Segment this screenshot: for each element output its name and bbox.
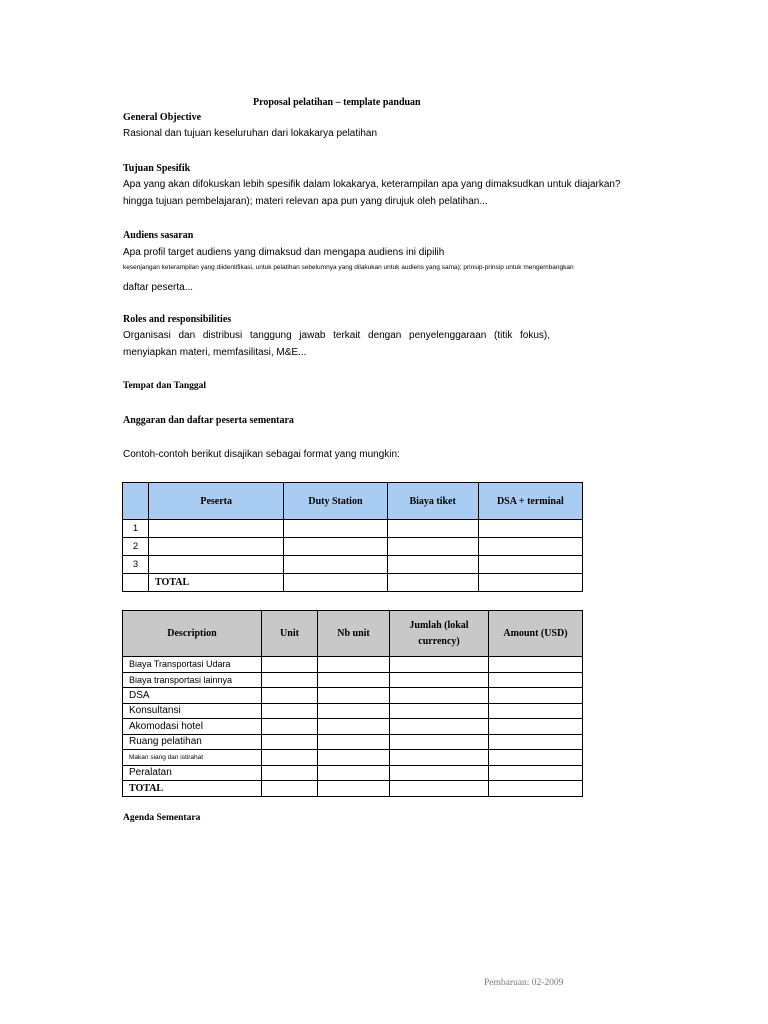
- table-cell[interactable]: [284, 556, 387, 574]
- heading-agenda-sementara: Agenda Sementara: [123, 813, 201, 823]
- heading-general-objective: General Objective: [123, 112, 202, 123]
- footer-revision: Pembaruan: 02-2009: [484, 978, 564, 988]
- budget-item-label: Biaya transportasi lainnya: [123, 672, 262, 688]
- table-cell[interactable]: [262, 703, 318, 719]
- table-cell[interactable]: [318, 750, 390, 766]
- total-label: TOTAL: [149, 574, 284, 592]
- table-row: [123, 556, 583, 574]
- tujuan-text-line1: Apa yang akan difokuskan lebih spesifik dalam lokakarya, keterampilan apa yang dimaksudkan untuk diajarkan?: [123, 179, 621, 190]
- table-cell[interactable]: [489, 750, 583, 766]
- table-cell[interactable]: [318, 734, 390, 750]
- table-row: [123, 765, 583, 781]
- table-cell[interactable]: [318, 765, 390, 781]
- budget-header-description: Description: [123, 611, 262, 657]
- table-row: [123, 672, 583, 688]
- table-cell[interactable]: [489, 781, 583, 797]
- table-cell[interactable]: [489, 734, 583, 750]
- table-cell[interactable]: [478, 520, 582, 538]
- table-cell[interactable]: [489, 719, 583, 735]
- table-cell[interactable]: [387, 538, 478, 556]
- table-cell[interactable]: [390, 750, 489, 766]
- budget-item-label: Makan siang dan istirahat: [123, 750, 262, 766]
- heading-anggaran: Anggaran dan daftar peserta sementara: [123, 415, 294, 426]
- table-cell[interactable]: [387, 556, 478, 574]
- table-cell[interactable]: [387, 574, 478, 592]
- budget-header-jumlah: Jumlah (lokal currency): [390, 611, 489, 657]
- table-cell[interactable]: [390, 688, 489, 704]
- budget-header-amount-usd: Amount (USD): [489, 611, 583, 657]
- table-cell[interactable]: [284, 520, 387, 538]
- table-row: [123, 520, 583, 538]
- budget-header-nb-unit: Nb unit: [318, 611, 390, 657]
- heading-audiens-sasaran: Audiens sasaran: [123, 230, 194, 241]
- general-objective-text: Rasional dan tujuan keseluruhan dari lokakarya pelatihan: [123, 128, 378, 139]
- table-cell[interactable]: [489, 703, 583, 719]
- tujuan-text-line2: hingga tujuan pembelajaran); materi relevan apa pun yang dirujuk oleh pelatihan...: [123, 196, 488, 207]
- table-cell[interactable]: [478, 538, 582, 556]
- participants-header-biaya-tiket: Biaya tiket: [387, 483, 478, 520]
- participants-header-dsa-terminal: DSA + terminal: [478, 483, 582, 520]
- participants-table: [122, 482, 583, 592]
- budget-header-row: [123, 611, 583, 657]
- table-cell[interactable]: [149, 538, 284, 556]
- table-cell[interactable]: [318, 703, 390, 719]
- audiens-text-line2: kesenjangan keterampilan yang diidentifikasi, untuk pelatihan sebelumnya yang dilakukan untuk audiens yang sama); prinsip-prinsip untuk mengembangkan: [123, 264, 574, 271]
- table-cell[interactable]: [318, 688, 390, 704]
- heading-tempat-tanggal: Tempat dan Tanggal: [123, 381, 207, 391]
- table-cell[interactable]: [390, 657, 489, 673]
- table-cell[interactable]: [478, 574, 582, 592]
- table-row: [123, 750, 583, 766]
- budget-item-label: Ruang pelatihan: [123, 734, 262, 750]
- table-cell[interactable]: [318, 781, 390, 797]
- table-cell[interactable]: [390, 765, 489, 781]
- table-cell[interactable]: [390, 672, 489, 688]
- total-label: TOTAL: [123, 781, 262, 797]
- budget-item-label: Peralatan: [123, 765, 262, 781]
- budget-item-label: Biaya Transportasi Udara: [123, 657, 262, 673]
- budget-item-label: Akomodasi hotel: [123, 719, 262, 735]
- table-cell[interactable]: [478, 556, 582, 574]
- table-cell[interactable]: [262, 688, 318, 704]
- roles-text-line1: Organisasi dan distribusi tanggung jawab terkait dengan penyelenggaraan (titik fokus),: [123, 330, 550, 341]
- budget-item-label: Konsultansi: [123, 703, 262, 719]
- table-cell[interactable]: [262, 734, 318, 750]
- table-cell[interactable]: [284, 538, 387, 556]
- table-cell[interactable]: [284, 574, 387, 592]
- heading-roles: Roles and responsibilities: [123, 314, 232, 325]
- budget-header-unit: Unit: [262, 611, 318, 657]
- table-cell[interactable]: [262, 719, 318, 735]
- table-cell[interactable]: [262, 657, 318, 673]
- row-number: 1: [123, 520, 149, 538]
- table-row: [123, 734, 583, 750]
- table-cell[interactable]: [149, 520, 284, 538]
- row-number: 3: [123, 556, 149, 574]
- document-title: Proposal pelatihan – template panduan: [253, 97, 421, 108]
- table-row: [123, 719, 583, 735]
- table-cell[interactable]: [489, 765, 583, 781]
- table-row: [123, 703, 583, 719]
- table-cell[interactable]: [489, 672, 583, 688]
- row-number: 2: [123, 538, 149, 556]
- participants-header-row: [123, 483, 583, 520]
- table-cell[interactable]: [149, 556, 284, 574]
- anggaran-text: Contoh-contoh berikut disajikan sebagai format yang mungkin:: [123, 449, 400, 460]
- budget-total-row: [123, 781, 583, 797]
- budget-item-label: DSA: [123, 688, 262, 704]
- participants-header-duty-station: Duty Station: [284, 483, 387, 520]
- table-cell[interactable]: [262, 781, 318, 797]
- table-cell[interactable]: [489, 657, 583, 673]
- table-cell[interactable]: [489, 688, 583, 704]
- participants-total-row: [123, 574, 583, 592]
- heading-tujuan-spesifik: Tujuan Spesifik: [123, 163, 191, 174]
- table-cell[interactable]: [390, 734, 489, 750]
- audiens-text-line1: Apa profil target audiens yang dimaksud dan mengapa audiens ini dipilih: [123, 247, 445, 258]
- roles-text-line2: menyiapkan materi, memfasilitasi, M&E...: [123, 347, 307, 358]
- table-cell[interactable]: [262, 672, 318, 688]
- table-cell[interactable]: [318, 657, 390, 673]
- table-cell[interactable]: [262, 765, 318, 781]
- table-cell[interactable]: [390, 719, 489, 735]
- table-cell[interactable]: [318, 719, 390, 735]
- budget-table: [122, 610, 583, 797]
- table-cell[interactable]: [387, 520, 478, 538]
- participants-header-peserta: Peserta: [149, 483, 284, 520]
- table-cell[interactable]: [318, 672, 390, 688]
- table-row: [123, 657, 583, 673]
- table-cell: [123, 574, 149, 592]
- table-cell[interactable]: [390, 703, 489, 719]
- table-row: [123, 538, 583, 556]
- table-cell[interactable]: [262, 750, 318, 766]
- audiens-text-line3: daftar peserta...: [123, 282, 194, 293]
- table-cell[interactable]: [390, 781, 489, 797]
- participants-header-num: [123, 483, 149, 520]
- table-row: [123, 688, 583, 704]
